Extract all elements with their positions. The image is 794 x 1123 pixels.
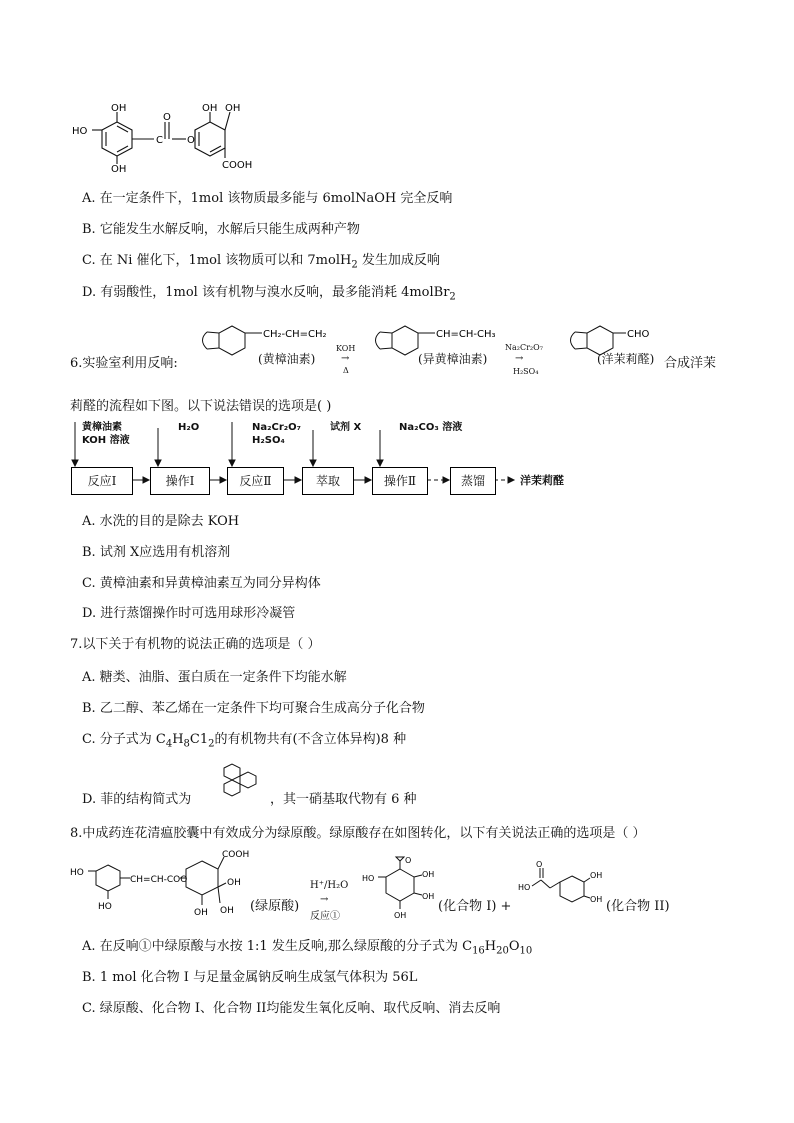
- q5-cooh: COOH: [222, 160, 253, 171]
- cga-cooh: COOH: [222, 850, 250, 860]
- q5-oh-b: OH: [225, 103, 241, 114]
- q5-ester-o: O: [187, 135, 195, 146]
- q7-option-a: A. 糖类、油脂、蛋白质在一定条件下均能水解: [82, 670, 347, 685]
- q5-c-pre: C. 在 Ni 催化下，1mol 该物质可以和 7molH: [82, 253, 352, 268]
- q5-c-sub: 2: [351, 259, 358, 271]
- cga-chain: CH=CH-COO: [130, 875, 188, 885]
- q6-stem-line2: 莉醛的流程如下图。以下说法错误的选项是( ): [70, 399, 332, 414]
- q8-lvyuan-label: (绿原酸): [250, 899, 300, 914]
- q6-mol2-chain: CH=CH-CH₃: [436, 329, 496, 340]
- q8-a-s3: 10: [519, 945, 533, 957]
- flow-reagent-2: H₂O: [178, 422, 200, 433]
- flow-box-distillation: 蒸馏: [450, 467, 496, 495]
- q6-koh: KOH: [336, 344, 356, 353]
- q8-arrow: →: [320, 894, 329, 905]
- q7-c-s3: 2: [208, 738, 215, 750]
- q6-mol2-name: (异黄樟油素): [418, 352, 488, 366]
- q8-reaction1: 反应①: [310, 911, 340, 922]
- q6-stem-tail: 合成洋茉: [664, 356, 717, 371]
- cpd2-oh1: OH: [590, 871, 603, 880]
- q8-a-s2: 20: [496, 945, 509, 957]
- q5-option-a: A. 在一定条件下，1mol 该物质最多能与 6molNaOH 完全反响: [82, 191, 453, 206]
- q5-oh-top: OH: [111, 103, 127, 114]
- cga-ho-2: HO: [98, 902, 112, 912]
- q5-ho-left: HO: [72, 126, 88, 137]
- q5-d-pre: D. 有弱酸性，1mol 该有机物与溴水反响，最多能消耗 4molBr: [82, 285, 450, 300]
- q8-a-m1: H: [484, 939, 497, 954]
- flow-product: 洋茉莉醛: [520, 474, 564, 487]
- flow-reagent-5: Na₂CO₃ 溶液: [399, 422, 463, 433]
- q6-h2so4: H₂SO₄: [513, 367, 539, 376]
- q8-stem: 8.中成药连花清瘟胶囊中有效成分为绿原酸。绿原酸存在如图转化，以下有关说法正确的选项是（ ）: [70, 826, 646, 841]
- cpd2-ho: HO: [518, 883, 531, 892]
- q5-d-sub: 2: [449, 291, 456, 303]
- flow-reagent-1b: KOH 溶液: [82, 435, 130, 446]
- q6-mol1-name: (黄樟油素): [258, 352, 316, 366]
- compound-1-structure: [360, 855, 440, 920]
- q8-a-s1: 16: [472, 945, 485, 957]
- flow-reagent-3b: H₂SO₄: [252, 435, 285, 446]
- phenanthrene-structure: [210, 762, 262, 798]
- q6-arrow1: →: [341, 353, 350, 364]
- q7-option-d-post: ，其一硝基取代物有 6 种: [270, 792, 417, 807]
- q8-cpd2-label: (化合物 II): [606, 899, 670, 914]
- q6-option-d: D. 进行蒸馏操作时可选用球形冷凝管: [82, 606, 296, 621]
- q5-structure: [70, 100, 270, 172]
- q5-option-c: [82, 249, 440, 271]
- q8-reagent: H⁺/H₂O: [310, 880, 349, 891]
- q6-option-c: C. 黄樟油素和异黄樟油素互为同分异构体: [82, 576, 321, 591]
- q7-c-pre: C. 分子式为 C: [82, 732, 166, 747]
- q5-c-post: 发生加成反响: [357, 253, 440, 268]
- cga-ho-1: HO: [70, 868, 84, 878]
- q5-oh-bottom: OH: [111, 164, 127, 172]
- cpd1-oh3: OH: [394, 911, 407, 920]
- q8-option-c: C. 绿原酸、化合物 I、化合物 II均能发生氧化反响、取代反响、消去反响: [82, 1001, 501, 1016]
- cga-oh-3: OH: [220, 906, 234, 916]
- cpd1-ho: HO: [362, 874, 375, 883]
- flow-reagent-3a: Na₂Cr₂O₇: [252, 422, 302, 433]
- cga-oh-1: OH: [227, 878, 241, 888]
- cpd1-o: O: [405, 856, 412, 865]
- q8-a-m2: O: [508, 939, 520, 954]
- cpd1-oh1: OH: [422, 870, 435, 879]
- q6-option-b: B. 试剂 X应选用有机溶剂: [82, 545, 231, 560]
- flow-box-reaction1: 反应Ⅰ: [71, 467, 133, 495]
- q7-c-m1: H: [172, 732, 184, 747]
- q6-mol3-name: (洋茉莉醛): [597, 352, 655, 366]
- chlorogenic-acid-structure: [70, 845, 255, 925]
- q8-cpd1-label: (化合物 I) +: [438, 899, 512, 914]
- q5-option-b: B. 它能发生水解反响，水解后只能生成两种产物: [82, 222, 360, 237]
- compound-2-structure: [518, 858, 608, 918]
- q7-option-c: [82, 728, 406, 750]
- q6-delta: Δ: [343, 366, 349, 375]
- q7-c-s1: 4: [165, 738, 173, 750]
- q8-option-b: B. 1 mol 化合物 I 与足量金属钠反响生成氢气体积为 56L: [82, 970, 418, 985]
- q7-c-s2: 8: [183, 738, 190, 750]
- q6-arrow2: →: [515, 353, 524, 364]
- q7-c-post: 的有机物共有(不含立体异构)8 种: [214, 732, 407, 747]
- q5-option-d: [82, 281, 456, 303]
- cpd1-oh2: OH: [422, 892, 435, 901]
- q7-stem: 7.以下关于有机物的说法正确的选项是（ ）: [70, 637, 321, 652]
- q6-option-a: A. 水洗的目的是除去 KOH: [82, 514, 240, 529]
- q7-c-m2: C1: [189, 732, 209, 747]
- q5-oh-a: OH: [202, 103, 218, 114]
- q7-option-b: B. 乙二醇、苯乙烯在一定条件下均可聚合生成高分子化合物: [82, 701, 425, 716]
- cpd2-o: O: [536, 860, 543, 869]
- q6-mol1-chain: CH₂-CH=CH₂: [263, 329, 327, 340]
- flow-box-reaction2: 反应Ⅱ: [227, 467, 284, 495]
- q5-carbonyl-o: O: [163, 112, 171, 123]
- flow-reagent-1a: 黄樟油素: [82, 422, 122, 433]
- flow-box-extraction: 萃取: [302, 467, 354, 495]
- q8-a-pre: A. 在反响①中绿原酸与水按 1:1 发生反响,那么绿原酸的分子式为 C: [82, 939, 473, 954]
- q5-c-label: C: [156, 135, 163, 146]
- q6-mol3-chain: CHO: [627, 329, 650, 340]
- q7-option-d-pre: D. 菲的结构简式为: [82, 792, 192, 807]
- q5-structure-svg: [70, 100, 270, 172]
- flow-box-operation1: 操作Ⅰ: [150, 467, 210, 495]
- q8-option-a: [82, 935, 532, 957]
- cga-oh-2: OH: [194, 908, 208, 918]
- flow-box-operation2: 操作Ⅱ: [372, 467, 428, 495]
- q6-na2cr2o7: Na₂Cr₂O₇: [505, 343, 543, 352]
- flow-reagent-4: 试剂 X: [330, 422, 362, 433]
- cpd2-oh2: OH: [590, 895, 603, 904]
- q6-stem-pre: 6.实验室利用反响:: [70, 356, 178, 371]
